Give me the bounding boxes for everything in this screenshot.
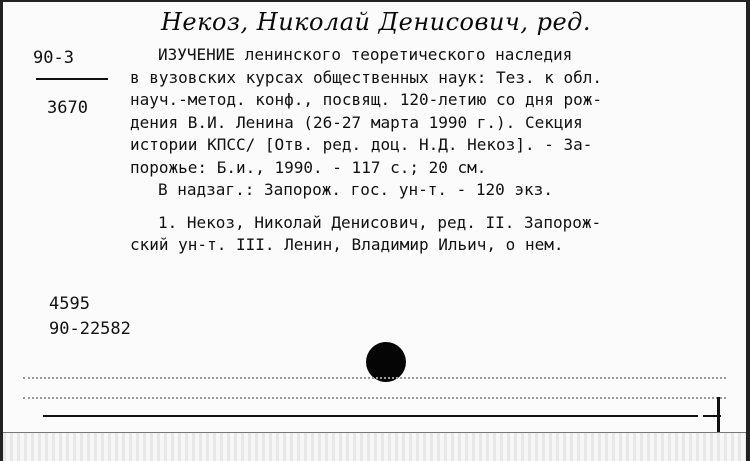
bottom-rule (43, 415, 698, 417)
tracing-line: 1. Некоз, Николай Денисович, ред. II. Запорож- (158, 212, 602, 232)
body-line: дения В.И. Ленина (26-27 марта 1990 г.). Секция (130, 112, 583, 132)
corner-tick-bar (703, 415, 721, 417)
body-line: истории КПСС/ [Отв. ред. доц. Н.Д. Некоз]. - За- (130, 135, 593, 154)
body-line: ИЗУЧЕНИЕ ленинского теоретического наследия (158, 45, 573, 64)
tracing-line: ский ун-т. III. Ленин, Владимир Ильич, о нем. (130, 235, 564, 254)
scan-noise-strip (3, 433, 746, 461)
inventory-number: 4595 (49, 294, 90, 314)
paragraph-gap (130, 202, 700, 212)
body-line: науч.-метод. конф., посвящ. 120-летию со дня рож- (130, 90, 603, 109)
body-line: в вузовских курсах общественных наук: Тез. к обл. (130, 67, 603, 87)
punch-hole (366, 342, 406, 382)
body-line: В надзаг.: Запорож. гос. ун-т. - 120 экз. (158, 180, 553, 199)
accession-number: 90-22582 (49, 319, 131, 339)
call-number-top: 90-3 (33, 48, 74, 68)
card-body (130, 44, 700, 257)
call-number-divider (36, 78, 108, 80)
handwritten-heading: Некоз, Николай Денисович, ред. (161, 8, 591, 36)
body-line: порожье: Б.и., 1990. - 117 с.; 20 см. (130, 157, 487, 177)
dotted-guide-line (23, 397, 726, 399)
call-number-second: 3670 (47, 98, 88, 118)
dotted-guide-line (23, 377, 726, 379)
